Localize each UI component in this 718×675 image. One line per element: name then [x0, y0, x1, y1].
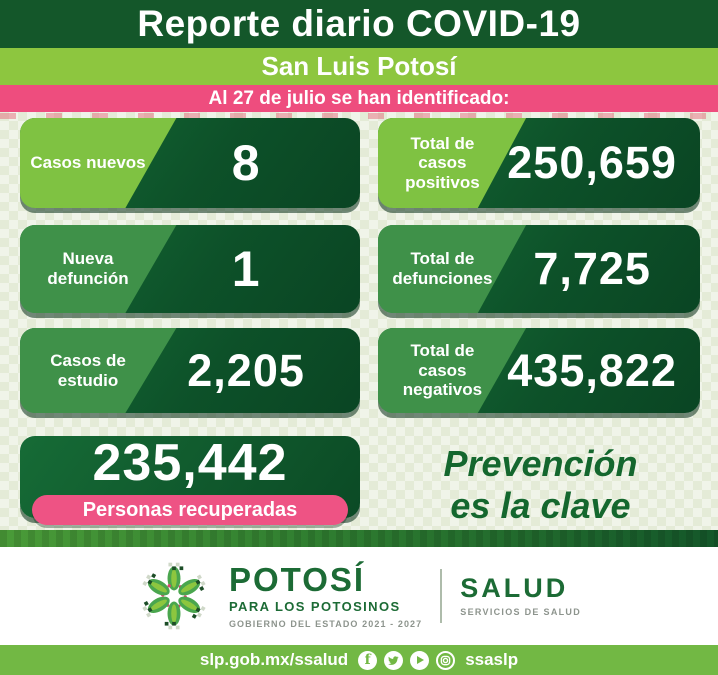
stat-label: Nueva defunción [47, 249, 129, 288]
potosi-rosette-logo [137, 559, 211, 633]
page-title: Reporte diario COVID-19 [137, 3, 581, 44]
title-bar [0, 0, 718, 48]
potosi-wordmark: POTOSÍ [228, 561, 366, 598]
stat-value: 250,659 [507, 137, 677, 188]
website-link[interactable]: slp.gob.mx/ssalud [199, 650, 349, 669]
recovered-value: 235,442 [92, 434, 288, 492]
salud-logo-block [460, 575, 581, 617]
salud-wordmark: SALUD [460, 573, 569, 603]
subtitle-bar [0, 48, 718, 85]
stat-label: Total de casos negativos [402, 341, 483, 400]
stat-card-casos-estudio [20, 328, 360, 413]
stat-value: 8 [231, 135, 261, 191]
stat-card-casos-nuevos [20, 118, 360, 208]
stat-value: 435,822 [507, 344, 677, 396]
separator-bar [0, 530, 718, 547]
potosi-tagline: PARA LOS POTOSINOS [228, 599, 401, 614]
stat-card-total-defunciones [378, 225, 700, 313]
recovered-label-pill: Personas recuperadas [32, 495, 348, 525]
stat-card-total-negativos [378, 328, 700, 413]
prevention-line2: es la clave [450, 485, 631, 527]
stat-card-nueva-defuncion [20, 225, 360, 313]
gov-term-label: GOBIERNO DEL ESTADO 2021 - 2027 [228, 619, 423, 629]
prevention-line1: Prevención [443, 443, 638, 484]
gov-logo-block [229, 563, 422, 629]
prevention-slogan [378, 443, 703, 528]
stat-card-total-positivos [378, 118, 700, 208]
social-handle: ssaslp [465, 650, 519, 669]
facebook-icon[interactable]: f [358, 651, 377, 670]
youtube-icon[interactable] [410, 651, 429, 670]
stat-card-recuperados [20, 434, 360, 521]
social-icons [358, 651, 455, 670]
instagram-icon[interactable] [436, 651, 455, 670]
footer-divider [440, 569, 442, 623]
stat-value: 7,725 [533, 243, 651, 294]
stat-value: 2,205 [187, 344, 305, 396]
stat-value: 1 [231, 241, 261, 297]
twitter-icon[interactable] [384, 651, 403, 670]
bottom-link-bar [0, 645, 718, 675]
date-banner-text: Al 27 de julio se han identificado: [208, 87, 510, 109]
stat-label: Total de defunciones [392, 249, 493, 288]
stat-label: Total de casos positivos [405, 133, 480, 192]
footer-logos [0, 547, 718, 645]
state-name: San Luis Potosí [261, 51, 457, 81]
stat-label: Casos nuevos [30, 153, 146, 173]
stat-label: Casos de estudio [50, 350, 126, 390]
date-banner [0, 85, 718, 112]
salud-subtitle: SERVICIOS DE SALUD [460, 607, 582, 617]
